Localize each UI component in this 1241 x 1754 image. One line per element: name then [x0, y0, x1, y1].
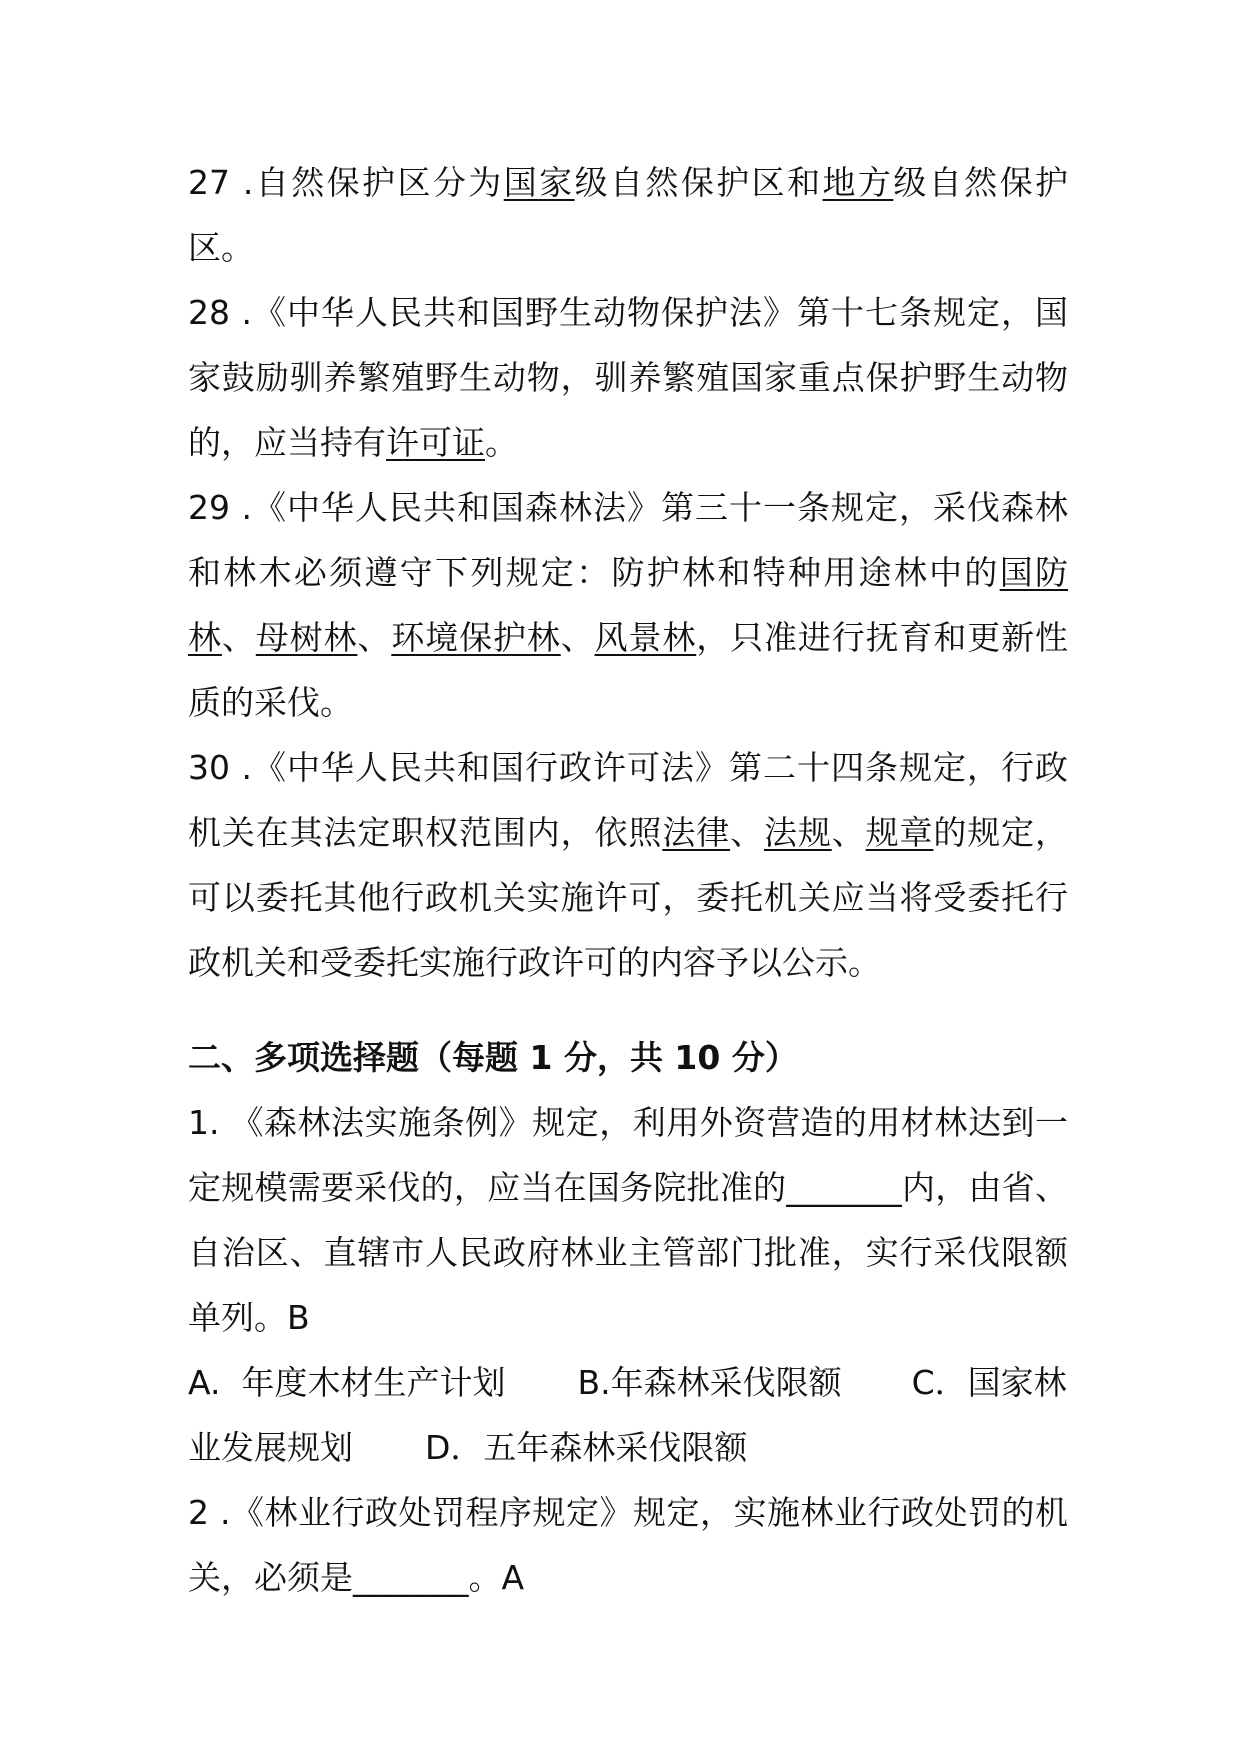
- option-b: B.年森林采伐限额: [577, 1363, 842, 1402]
- question-text: 。: [485, 423, 518, 462]
- option-c: C．国家林业发展规划: [188, 1363, 1067, 1467]
- separator: 、: [831, 813, 866, 852]
- question-28: [188, 280, 1068, 475]
- document-content: [188, 150, 1068, 1610]
- separator: 、: [730, 813, 764, 852]
- answer-blank: 法律: [662, 813, 731, 852]
- answer-blank: 环境保护林: [391, 618, 561, 657]
- question-27: [188, 150, 1068, 280]
- answer-blank: 地方: [822, 163, 894, 202]
- answer-blank: 风景林: [594, 618, 697, 657]
- answer-blank: 法规: [763, 813, 832, 852]
- option-d: D．五年森林采伐限额: [425, 1428, 748, 1467]
- answer-blank: 规章: [865, 813, 934, 852]
- question-text: 级自然保护区。: [188, 163, 1069, 267]
- option-a: A. 年度木材生产计划: [188, 1363, 506, 1402]
- multi-question-2-stem: 2 .《林业行政处罚程序规定》规定，实施林业行政处罚的机关，必须是_______。A: [188, 1493, 1068, 1597]
- question-text: ，只准进行抚育和更新性质的采伐。: [188, 618, 1069, 722]
- question-text: 28 .《中华人民共和国野生动物保护法》第十七条规定，国家鼓励驯养繁殖野生动物，驯养繁殖国家重点保护野生动物的，应当持有: [188, 293, 1068, 462]
- separator: 、: [560, 618, 595, 657]
- multi-question-1-options: [188, 1350, 1068, 1480]
- question-text: 27 .自然保护区分为: [188, 163, 504, 202]
- separator: 、: [221, 618, 256, 657]
- answer-blank: 国家: [503, 163, 575, 202]
- answer-blank: 许可证: [386, 423, 485, 462]
- question-text: 的规定，可以委托其他行政机关实施许可，委托机关应当将受委托行政机关和受委托实施行政许可的内容予以公示。: [188, 813, 1069, 982]
- question-29: [188, 475, 1068, 735]
- question-text: 30 .《中华人民共和国行政许可法》第二十四条规定，行政机关在其法定职权范围内，依照: [188, 748, 1068, 852]
- answer-blank: 国防林: [188, 553, 1069, 657]
- section-heading: 二、多项选择题（每题 1 分，共 10 分）: [188, 1038, 798, 1077]
- question-text: 29 .《中华人民共和国森林法》第三十一条规定，采伐森林和林木必须遵守下列规定：防护林和特种用途林中的: [188, 488, 1068, 592]
- question-text: 级自然保护区和: [574, 163, 823, 202]
- question-30: [188, 735, 1068, 995]
- multi-question-1-stem: 1. 《森林法实施条例》规定，利用外资营造的用材林达到一定规模需要采伐的，应当在国务院批准的_______内，由省、自治区、直辖市人民政府林业主管部门批准，实行采伐限额单列。B: [188, 1103, 1068, 1337]
- answer-blank: 母树林: [255, 618, 358, 657]
- separator: 、: [357, 618, 392, 657]
